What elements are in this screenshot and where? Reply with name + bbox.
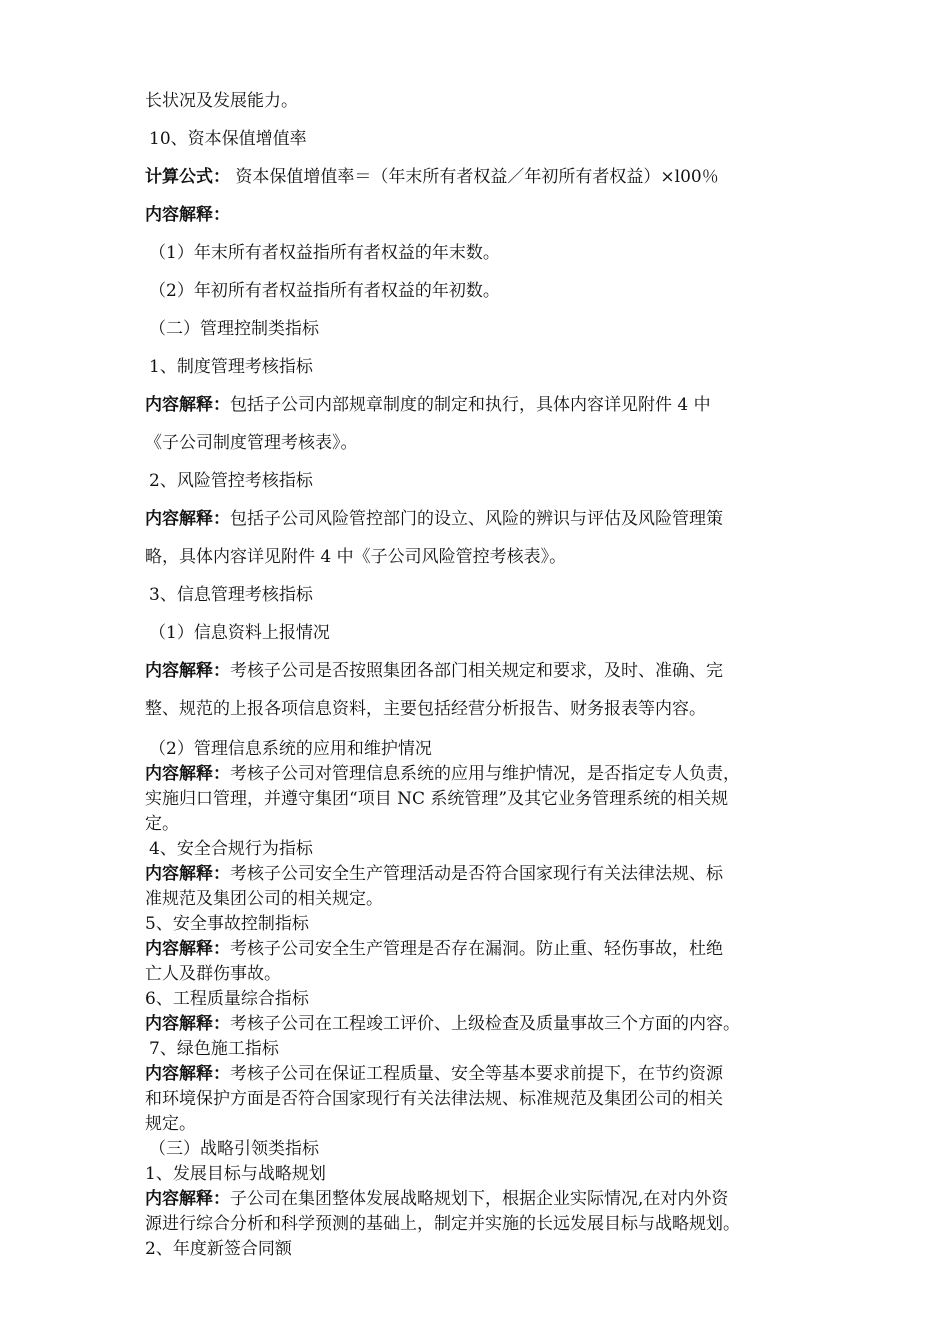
section-heading: 2、年度新签合同额: [145, 1239, 292, 1259]
section-heading: 1、制度管理考核指标: [149, 357, 313, 377]
section-heading: 1、发展目标与战略规划: [145, 1164, 326, 1184]
section-heading: （三）战略引领类指标: [149, 1139, 319, 1159]
section-heading: 2、风险管控考核指标: [149, 471, 313, 491]
bold-label: 内容解释：: [145, 1189, 230, 1209]
text-line: 内容解释：考核子公司对管理信息系统的应用与维护情况，是否指定专人负责，: [145, 764, 740, 784]
text-line: 计算公式： 资本保值增值率＝（年末所有者权益／年初所有者权益）×l00％: [145, 167, 719, 187]
section-heading: 10、资本保值增值率: [149, 129, 307, 149]
bold-label: 内容解释：: [145, 764, 230, 784]
section-heading: 6、工程质量综合指标: [145, 989, 309, 1009]
text-line: 源进行综合分析和科学预测的基础上，制定并实施的长远发展目标与战略规划。: [145, 1214, 740, 1234]
text-line: 略，具体内容详见附件 4 中《子公司风险管控考核表》。: [145, 547, 567, 567]
bold-label: 内容解释：: [145, 395, 230, 415]
bold-label: 内容解释：: [145, 1064, 230, 1084]
section-heading: 4、安全合规行为指标: [149, 839, 313, 859]
bold-label: 内容解释：: [145, 1014, 230, 1034]
text-line: 亡人及群伤事故。: [145, 964, 281, 984]
text-line: 长状况及发展能力。: [145, 91, 298, 111]
section-heading: 7、绿色施工指标: [149, 1039, 279, 1059]
text-line: （2）年初所有者权益指所有者权益的年初数。: [149, 281, 500, 301]
section-heading: （二）管理控制类指标: [149, 319, 319, 339]
bold-label: 内容解释：: [145, 939, 230, 959]
bold-label: 内容解释：: [145, 509, 230, 529]
bold-label: 内容解释：: [145, 864, 230, 884]
text-line: 定。: [145, 814, 179, 834]
text-line: 和环境保护方面是否符合国家现行有关法律法规、标准规范及集团公司的相关: [145, 1089, 723, 1109]
text-line: 实施归口管理，并遵守集团“项目 NC 系统管理”及其它业务管理系统的相关规: [145, 789, 729, 809]
text-line: 内容解释：包括子公司风险管控部门的设立、风险的辨识与评估及风险管理策: [145, 509, 723, 529]
section-heading: 3、信息管理考核指标: [149, 585, 313, 605]
text-line: 内容解释：包括子公司内部规章制度的制定和执行，具体内容详见附件 4 中: [145, 395, 711, 415]
text-line: 内容解释：子公司在集团整体发展战略规划下，根据企业实际情况,在对内外资: [145, 1189, 729, 1209]
text-line: 内容解释：考核子公司安全生产管理活动是否符合国家现行有关法律法规、标: [145, 864, 723, 884]
text-line: （1）信息资料上报情况: [149, 623, 330, 643]
bold-label: 内容解释：: [145, 205, 230, 225]
bold-label: 计算公式：: [145, 167, 230, 187]
text-line: 规定。: [145, 1114, 196, 1134]
text-line: 内容解释：考核子公司是否按照集团各部门相关规定和要求，及时、准确、完: [145, 661, 723, 681]
bold-label: 内容解释：: [145, 661, 230, 681]
text-line: （1）年末所有者权益指所有者权益的年末数。: [149, 243, 500, 263]
text-line: 内容解释：考核子公司在保证工程质量、安全等基本要求前提下，在节约资源: [145, 1064, 723, 1084]
text-line: 《子公司制度管理考核表》。: [145, 433, 358, 453]
text-line: 内容解释：考核子公司在工程竣工评价、上级检查及质量事故三个方面的内容。: [145, 1014, 740, 1034]
text-line: 准规范及集团公司的相关规定。: [145, 889, 383, 909]
text-line: 整、规范的上报各项信息资料，主要包括经营分析报告、财务报表等内容。: [145, 699, 706, 719]
text-line: 内容解释：考核子公司安全生产管理是否存在漏洞。防止重、轻伤事故，杜绝: [145, 939, 723, 959]
section-heading: 5、安全事故控制指标: [145, 914, 309, 934]
text-line: [145, 200, 230, 225]
text-line: （2）管理信息系统的应用和维护情况: [149, 739, 432, 759]
